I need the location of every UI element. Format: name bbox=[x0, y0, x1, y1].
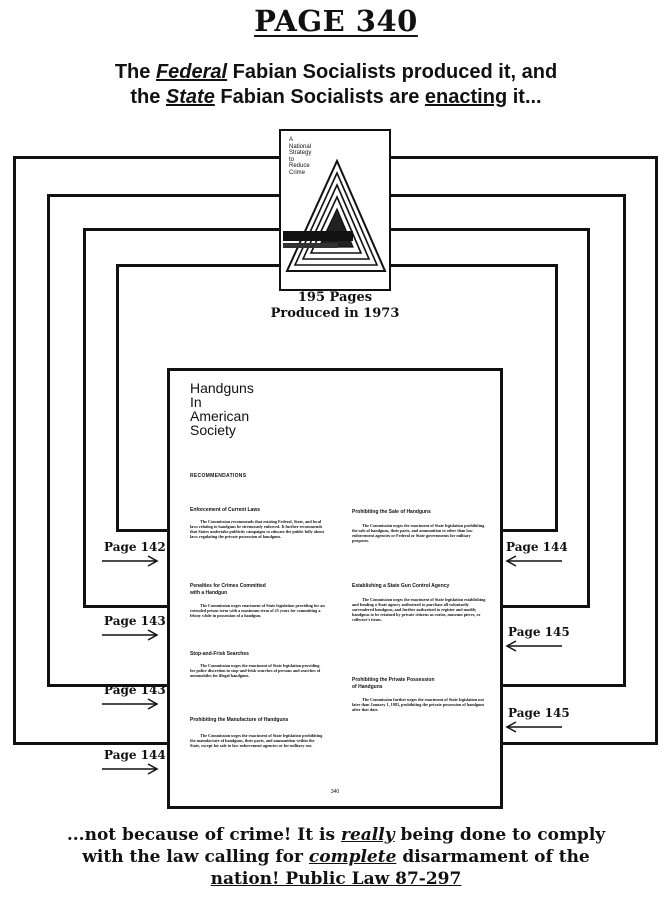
page-ref-left: Page 142 bbox=[104, 540, 166, 554]
subheading-line-2: the State Fabian Socialists are enacting it... bbox=[130, 86, 542, 108]
arrow-left-icon bbox=[504, 721, 564, 733]
section-body: The Commission urges enactment of State legislation providing for an extended prison term with a maximum term of 25 years for committing a felony while in possession of a handgun. bbox=[190, 603, 325, 618]
federal-word: Federal bbox=[155, 61, 228, 83]
triangle-logo-icon bbox=[281, 131, 389, 289]
document-page-number: 340 bbox=[330, 789, 340, 795]
page-title bbox=[0, 4, 672, 38]
public-law-line: nation! Public Law 87-297 bbox=[210, 869, 462, 889]
section-heading: Establishing a State Gun Control Agency bbox=[352, 583, 450, 589]
page-ref-right: Page 145 bbox=[508, 625, 570, 639]
section-heading: Prohibiting the Private Possession of Handguns bbox=[352, 677, 435, 690]
enacting-word: enacting bbox=[424, 86, 508, 108]
page-ref-right: Page 144 bbox=[506, 540, 568, 554]
section-heading: Stop-and-Frisk Searches bbox=[190, 651, 249, 657]
subheading bbox=[0, 60, 672, 110]
page-ref-right: Page 145 bbox=[508, 706, 570, 720]
book-cover bbox=[279, 129, 391, 291]
arrow-right-icon bbox=[100, 698, 160, 710]
section-body: The Commission urges the enactment of State legislation establishing and funding a State agency authorized to purchase all voluntarily surrendered handguns, and further authorized to register and modify handguns to be retained by private citizens as curios, museum pieces, or collector's items. bbox=[352, 597, 486, 622]
section-body: The Commission recommends that existing Federal, State, and local laws relating to handguns be strenuously enforced. It further recommends that States undertake publicity campaigns to educate the public fully about laws regulating the private possession of handguns. bbox=[190, 519, 325, 539]
bottom-line-1: ...not because of crime! It is really being done to comply bbox=[66, 825, 606, 845]
arrow-left-icon bbox=[504, 640, 564, 652]
page-title-text: PAGE 340 bbox=[254, 4, 418, 38]
arrow-right-icon bbox=[100, 629, 160, 641]
section-heading: Penalties for Crimes Committed with a Handgun bbox=[190, 583, 266, 596]
subheading-line-1: The Federal Fabian Socialists produced it, and bbox=[114, 61, 558, 83]
arrow-left-icon bbox=[504, 555, 564, 567]
document-page bbox=[167, 368, 503, 809]
complete-word: complete bbox=[308, 847, 397, 867]
bottom-line-2: with the law calling for complete disarmament of the bbox=[82, 847, 590, 867]
section-heading: Prohibiting the Manufacture of Handguns bbox=[190, 717, 289, 723]
book-pages-count: 195 Pages bbox=[297, 290, 373, 305]
book-cover-title: A National Strategy to Reduce Crime bbox=[289, 137, 312, 176]
section-heading: Enforcement of Current Laws bbox=[190, 507, 261, 513]
section-body: The Commission urges the enactment of State legislation prohibiting the manufacture of handguns, their parts, and ammunition within the State, except for sale to law enforcement agencies or for military use. bbox=[190, 733, 323, 748]
state-word: State bbox=[165, 86, 215, 108]
section-body: The Commission urges the enactment of State legislation providing for police discretion in stop-and-frisk searches of persons and searches of automobiles for illegal handguns. bbox=[190, 663, 321, 678]
bottom-line-3 bbox=[0, 868, 672, 890]
document-title: Handguns In American Society bbox=[190, 380, 254, 438]
book-produced-year: Produced in 1973 bbox=[270, 306, 400, 321]
recommendations-heading: RECOMMENDATIONS bbox=[190, 473, 247, 479]
page-ref-left: Page 143 bbox=[104, 614, 166, 628]
page-ref-left: Page 144 bbox=[104, 748, 166, 762]
arrow-right-icon bbox=[100, 763, 160, 775]
section-body: The Commission urges the enactment of State legislation prohibiting the sale of handguns, their parts, and ammunition to other than law enforcement agencies or Federal or State governments for military purposes. bbox=[352, 523, 485, 543]
really-word: really bbox=[340, 825, 395, 845]
section-body: The Commission further urges the enactment of State legislation not later than January 1, 1983, prohibiting the private possession of handguns after that date. bbox=[352, 697, 485, 712]
section-heading: Prohibiting the Sale of Handguns bbox=[352, 509, 431, 515]
bottom-statement bbox=[0, 824, 672, 890]
arrow-right-icon bbox=[100, 555, 160, 567]
book-caption bbox=[230, 290, 440, 322]
page-ref-left: Page 143 bbox=[104, 683, 166, 697]
